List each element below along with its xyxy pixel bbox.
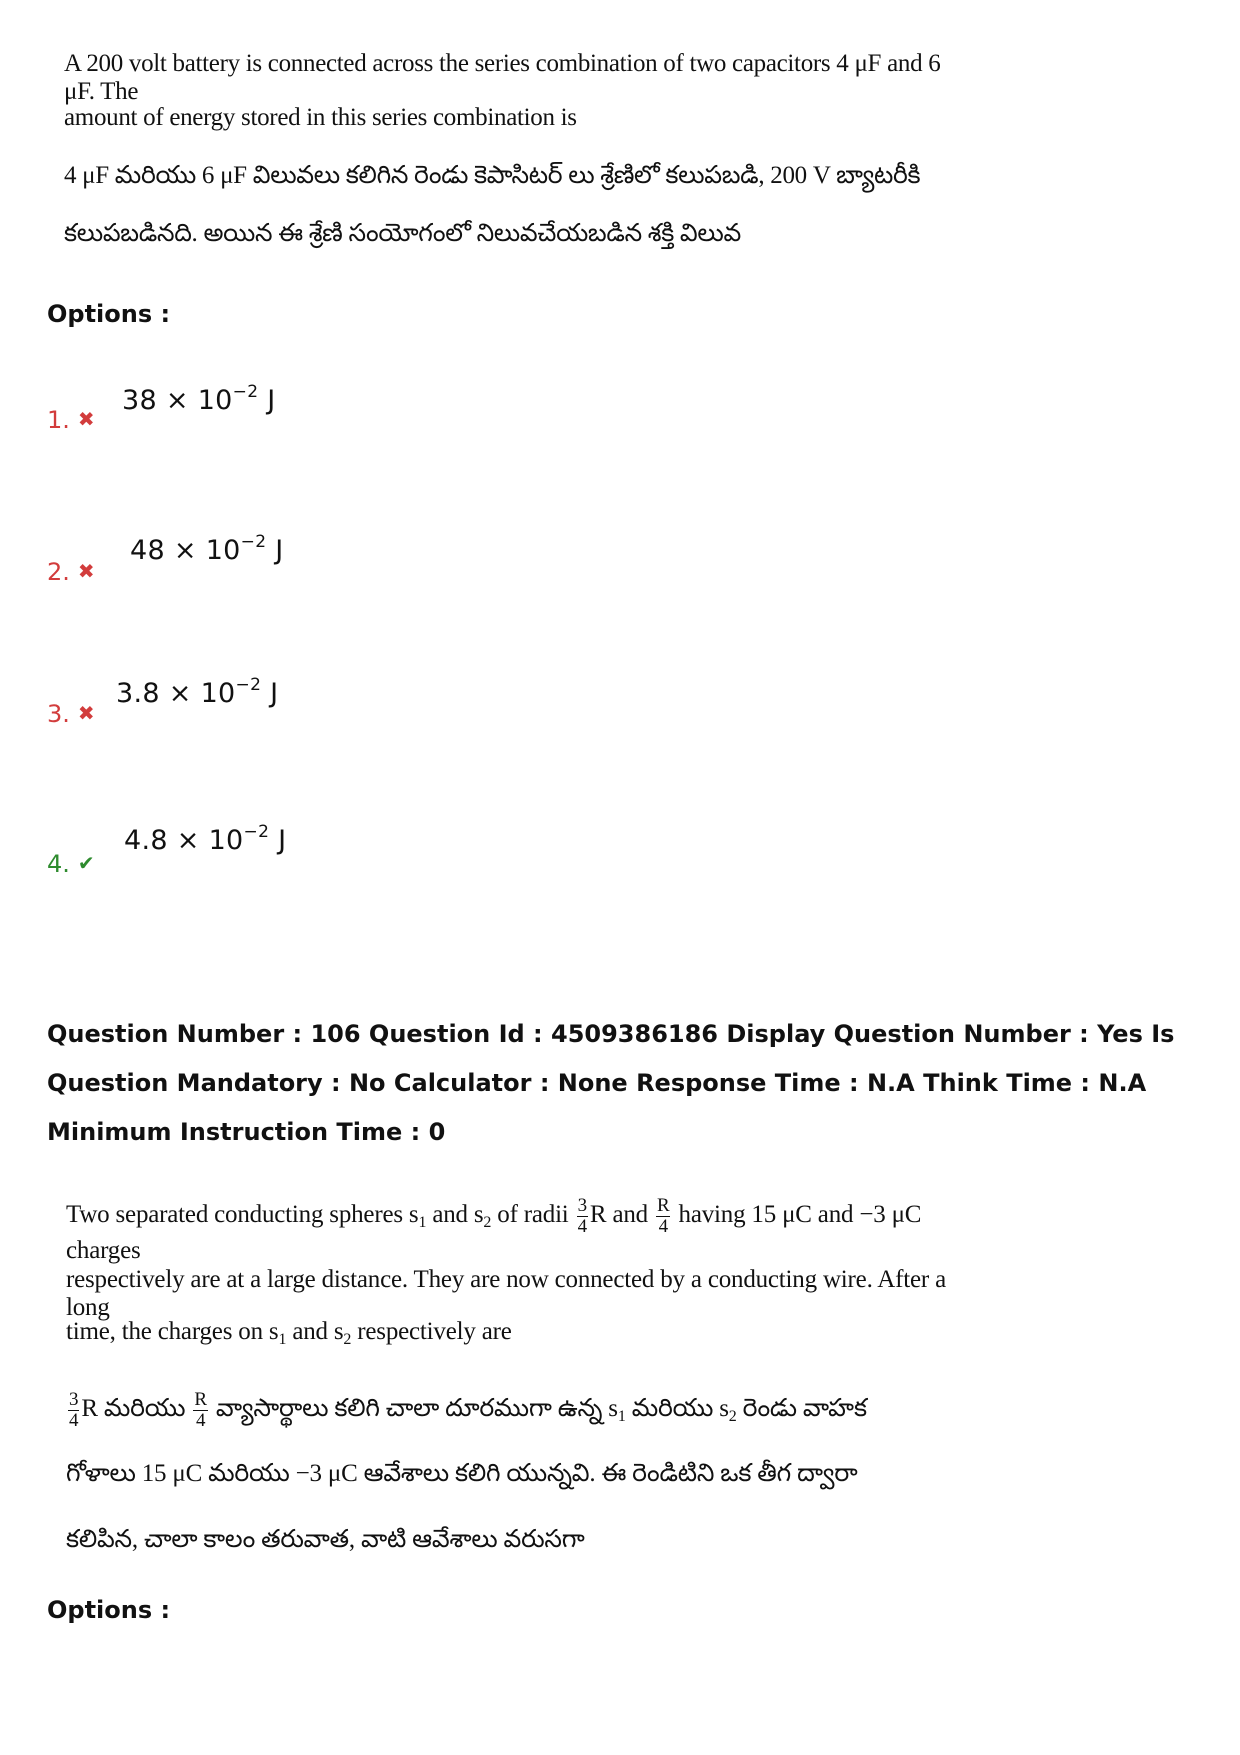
text-segment: time, the charges on s xyxy=(66,1318,279,1345)
fraction-numerator: 3 xyxy=(69,1389,79,1410)
option-4-marker xyxy=(47,850,95,878)
options-label: Options : xyxy=(47,300,171,328)
option-2-marker xyxy=(47,558,95,586)
option-number: 3. xyxy=(47,700,70,728)
times-sign: × xyxy=(165,385,189,416)
text-segment: R and xyxy=(589,1201,654,1229)
times-sign: × xyxy=(173,535,197,566)
question-2-telugu-line-1 xyxy=(66,1390,946,1431)
times-sign: × xyxy=(168,678,192,709)
option-base: 10 xyxy=(205,535,241,566)
fraction-numerator: R xyxy=(194,1389,207,1410)
option-exponent: −2 xyxy=(240,532,267,552)
subscript: 1 xyxy=(418,1214,427,1232)
option-exponent: −2 xyxy=(232,382,259,402)
option-2-value[interactable] xyxy=(130,532,283,566)
text-segment: వ్యాసార్థాలు కలిగి చాలా దూరముగా ఉన్న s xyxy=(209,1395,618,1423)
subscript: 1 xyxy=(617,1408,626,1426)
times-sign: × xyxy=(176,825,200,856)
check-icon: ✔ xyxy=(77,851,95,875)
text-segment: మరియు s xyxy=(625,1395,729,1423)
text-segment: of radii xyxy=(491,1201,575,1229)
question-text-english-line-1: A 200 volt battery is connected across the series combination of two capacitors 4 μF and 6 μF. The xyxy=(64,50,941,105)
cross-icon: ✖ xyxy=(77,559,95,583)
fraction-three-quarters xyxy=(68,1390,79,1431)
question-meta: Question Number : 106 Question Id : 4509386186 Display Question Number : Yes Is Question Mandatory : No Calculator : None Response Time : N.A Think Time : N.A Minimum Instruction Time : 0 xyxy=(47,1020,1175,1146)
option-base: 10 xyxy=(208,825,244,856)
text-segment: Two separated conducting spheres s xyxy=(66,1201,419,1229)
subscript: 1 xyxy=(278,1331,287,1348)
option-unit: J xyxy=(275,535,284,566)
fraction-r-quarter xyxy=(656,1196,670,1237)
text-segment: R మరియు xyxy=(81,1395,192,1423)
option-exponent: −2 xyxy=(243,822,270,842)
question-2-english-line-3 xyxy=(66,1318,946,1349)
option-3-marker xyxy=(47,700,95,728)
option-number: 1. xyxy=(47,406,70,434)
option-3-value[interactable] xyxy=(116,675,278,709)
fraction-r-quarter xyxy=(193,1390,207,1431)
subscript: 2 xyxy=(343,1331,352,1348)
option-unit: J xyxy=(270,678,279,709)
question-2-telugu-line-3: కలిపిన, చాలా కాలం తరువాత, వాటి ఆవేశాలు వరుసగా xyxy=(66,1526,585,1553)
cross-icon: ✖ xyxy=(77,701,95,725)
question-text-telugu-line-1: 4 μF మరియు 6 μF విలువలు కలిగిన రెండు కెపాసిటర్ లు శ్రేణిలో కలుపబడి, 200 V బ్యాటరీకి xyxy=(64,162,921,189)
fraction-denominator: 4 xyxy=(195,1410,206,1431)
option-unit: J xyxy=(267,385,276,416)
option-unit: J xyxy=(278,825,287,856)
fraction-three-quarters xyxy=(577,1196,588,1237)
fraction-denominator: 4 xyxy=(577,1216,587,1237)
option-mantissa: 4.8 xyxy=(124,825,168,856)
option-mantissa: 38 xyxy=(122,385,157,416)
question-2-telugu-line-2: గోళాలు 15 μC మరియు −3 μC ఆవేశాలు కలిగి యున్నవి. ఈ రెండిటిని ఒక తీగ ద్వారా xyxy=(66,1460,858,1487)
option-exponent: −2 xyxy=(235,675,262,695)
text-segment: respectively are xyxy=(351,1318,512,1345)
text-segment: రెండు వాహక xyxy=(736,1395,867,1423)
option-1-marker xyxy=(47,406,95,434)
subscript: 2 xyxy=(728,1408,737,1426)
question-2-english-line-2: respectively are at a large distance. They are now connected by a conducting wire. After a long xyxy=(66,1266,946,1321)
options-label: Options : xyxy=(47,1596,171,1624)
option-base: 10 xyxy=(197,385,233,416)
text-segment: having 15 μC and −3 μC charges xyxy=(66,1201,922,1264)
option-4-value[interactable] xyxy=(124,822,286,856)
question-text-telugu-line-2: కలుపబడినది. అయిన ఈ శ్రేణి సంయోగంలో నిలువచేయబడిన శక్తి విలువ xyxy=(64,220,741,247)
fraction-numerator: R xyxy=(657,1195,670,1216)
text-segment: and s xyxy=(286,1318,344,1345)
option-base: 10 xyxy=(200,678,236,709)
question-2-english-line-1 xyxy=(66,1196,946,1265)
option-1-value[interactable] xyxy=(122,382,275,416)
question-text-english-line-2: amount of energy stored in this series combination is xyxy=(64,104,577,131)
cross-icon: ✖ xyxy=(77,407,95,431)
option-mantissa: 3.8 xyxy=(116,678,160,709)
option-number: 2. xyxy=(47,558,70,586)
option-mantissa: 48 xyxy=(130,535,165,566)
fraction-denominator: 4 xyxy=(658,1216,668,1237)
subscript: 2 xyxy=(483,1214,492,1232)
fraction-numerator: 3 xyxy=(577,1195,587,1216)
text-segment: and s xyxy=(426,1201,484,1229)
option-number: 4. xyxy=(47,850,70,878)
fraction-denominator: 4 xyxy=(69,1410,79,1431)
